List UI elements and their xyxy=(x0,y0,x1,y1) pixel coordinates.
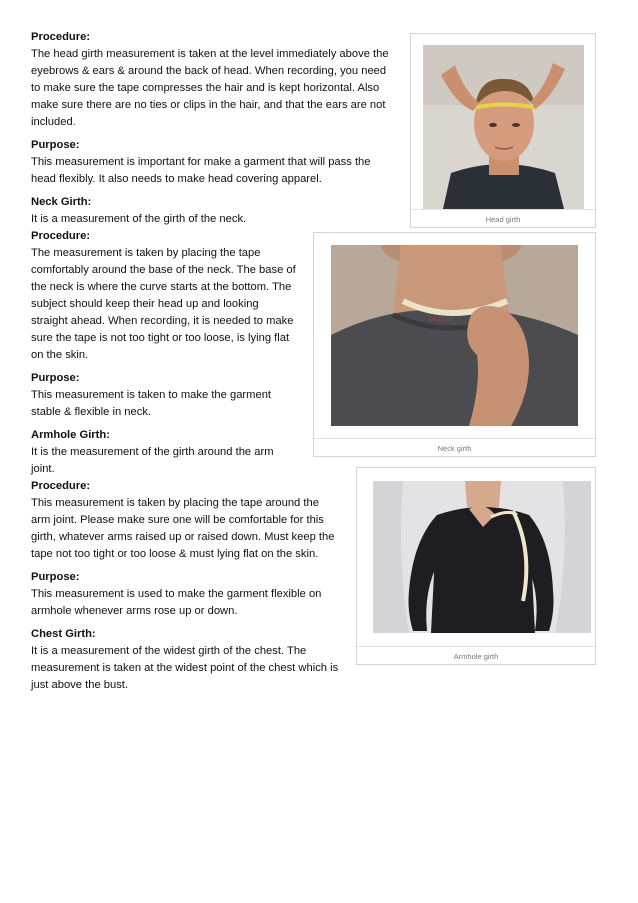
head-purpose-line: head flexibly. It also needs to make head covering apparel. xyxy=(31,173,322,185)
head-procedure-line: The head girth measurement is taken at the level immediately above the xyxy=(31,48,389,60)
neck-definition: It is a measurement of the girth of the neck. xyxy=(31,213,247,225)
head-girth-figure xyxy=(410,33,596,228)
neck-procedure-line: The measurement is taken by placing the tape xyxy=(31,247,261,259)
armhole-purpose-line: armhole whenever arms rose up or down. xyxy=(31,605,238,617)
neck-procedure-line: straight ahead. When recording, it is needed to make xyxy=(31,315,294,327)
neck-procedure-line: sure the tape is not too tight or too loose, is lying flat xyxy=(31,332,290,344)
head-purpose-heading: Purpose: xyxy=(31,139,80,151)
armhole-procedure-line: arm joint. Please make sure one will be comfortable for this xyxy=(31,514,324,526)
neck-procedure-line: comfortably around the base of the neck. The base of xyxy=(31,264,296,276)
chest-line: It is a measurement of the widest girth of the chest. The xyxy=(31,645,307,657)
armhole-procedure-heading: Procedure: xyxy=(31,480,91,492)
neck-procedure-line: on the skin. xyxy=(31,349,89,361)
armhole-heading: Armhole Girth: xyxy=(31,429,110,441)
armhole-girth-caption: Armhole girth xyxy=(357,646,595,661)
neck-girth-caption: Neck girth xyxy=(314,438,595,453)
neck-purpose-line: This measurement is taken to make the garment xyxy=(31,389,272,401)
neck-girth-figure xyxy=(313,232,596,457)
armhole-procedure-line: This measurement is taken by placing the tape around the xyxy=(31,497,319,509)
armhole-definition-line: It is the measurement of the girth around the arm xyxy=(31,446,274,458)
chest-heading: Chest Girth: xyxy=(31,628,96,640)
neck-girth-photo xyxy=(331,245,578,426)
neck-purpose-line: stable & flexible in neck. xyxy=(31,406,152,418)
neck-procedure-heading: Procedure: xyxy=(31,230,91,242)
neck-purpose-heading: Purpose: xyxy=(31,372,80,384)
svg-text:14 15 16: 14 15 16 xyxy=(429,317,453,323)
head-procedure-line: eyebrows & ears & around the back of head. When recording, you need xyxy=(31,65,387,77)
head-procedure-heading: Procedure: xyxy=(31,31,91,43)
armhole-girth-figure xyxy=(356,467,596,665)
neck-procedure-line: the neck is where the curve starts at the bottom. The xyxy=(31,281,292,293)
head-procedure-line: to make sure the tape compresses the hair and is kept horizontal. Also xyxy=(31,82,380,94)
head-purpose-line: This measurement is important for make a garment that will pass the xyxy=(31,156,371,168)
head-girth-caption: Head girth xyxy=(411,209,595,224)
chest-line: just above the bust. xyxy=(31,679,129,691)
head-procedure-line: make sure there are no ties or clips in the hair, and that the ears are not xyxy=(31,99,386,111)
armhole-definition-line: joint. xyxy=(31,463,55,475)
armhole-procedure-line: tape not too tight or too loose & must lying flat on the skin. xyxy=(31,548,319,560)
armhole-girth-photo xyxy=(373,481,591,633)
armhole-purpose-heading: Purpose: xyxy=(31,571,80,583)
head-procedure-line: included. xyxy=(31,116,76,128)
head-girth-photo xyxy=(423,45,584,209)
neck-procedure-line: subject should keep their head up and looking xyxy=(31,298,259,310)
armhole-purpose-line: This measurement is used to make the garment flexible on xyxy=(31,588,322,600)
armhole-procedure-line: girth, whatever arms raised up or raised down. Must keep the xyxy=(31,531,335,543)
chest-line: measurement is taken at the widest point of the chest which is xyxy=(31,662,339,674)
neck-heading: Neck Girth: xyxy=(31,196,92,208)
